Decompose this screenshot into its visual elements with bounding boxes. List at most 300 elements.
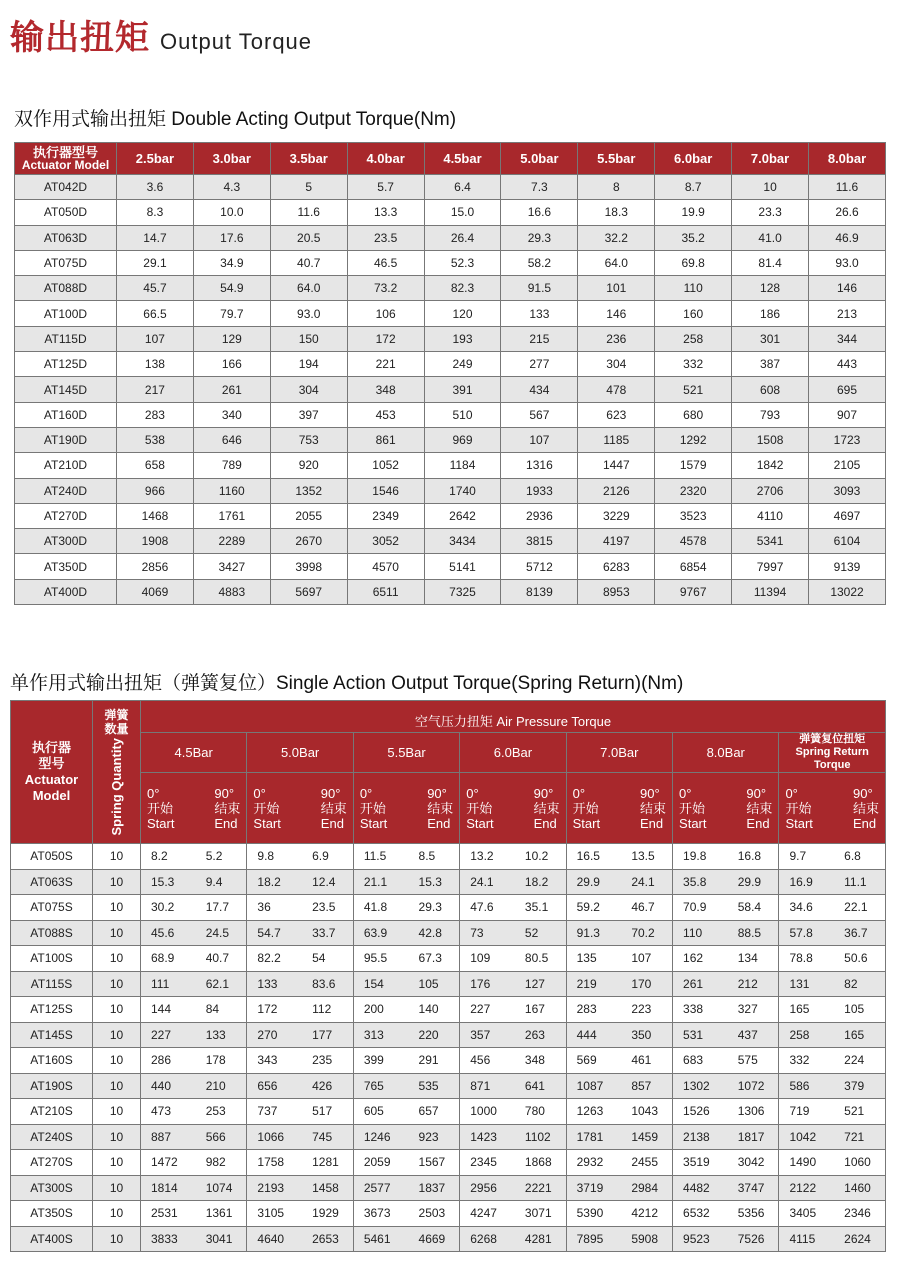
spring-qty-cell: 10 (93, 869, 141, 895)
end-label (214, 786, 240, 831)
torque-cell: 379 (832, 1073, 885, 1099)
torque-cell: 737 (247, 1099, 300, 1125)
angle-header (566, 773, 672, 844)
torque-cell: 29.9 (566, 869, 619, 895)
table-row (15, 478, 886, 503)
torque-cell: 105 (832, 997, 885, 1023)
torque-cell: 227 (141, 1022, 194, 1048)
torque-cell: 263 (513, 1022, 566, 1048)
torque-cell: 1490 (779, 1150, 832, 1176)
torque-cell: 2653 (300, 1226, 353, 1252)
torque-cell: 332 (655, 352, 732, 377)
torque-cell: 223 (619, 997, 672, 1023)
table-row (15, 377, 886, 402)
spring-return-header (779, 733, 886, 773)
torque-cell: 46.9 (809, 225, 886, 250)
model-cell: AT270S (11, 1150, 93, 1176)
double-acting-table (14, 142, 886, 605)
torque-cell: 1781 (566, 1124, 619, 1150)
torque-cell: 575 (726, 1048, 779, 1074)
torque-cell: 16.8 (726, 844, 779, 870)
torque-cell: 567 (501, 402, 578, 427)
torque-cell: 249 (424, 352, 501, 377)
torque-cell: 4247 (460, 1201, 513, 1227)
torque-cell: 4669 (407, 1226, 460, 1252)
torque-cell: 13.3 (347, 200, 424, 225)
torque-cell: 8.3 (117, 200, 194, 225)
start-deg: 0° (785, 785, 798, 801)
torque-cell: 160 (655, 301, 732, 326)
torque-cell: 1929 (300, 1201, 353, 1227)
torque-cell: 54 (300, 946, 353, 972)
angle-labels (567, 786, 672, 831)
torque-cell: 258 (779, 1022, 832, 1048)
end-en: End (640, 815, 664, 831)
end-cn: 结束 (320, 800, 347, 816)
table-row (15, 301, 886, 326)
table-row (15, 200, 886, 225)
torque-cell: 19.9 (655, 200, 732, 225)
torque-cell: 47.6 (460, 895, 513, 921)
torque-cell: 5697 (270, 579, 347, 604)
model-cell: AT063D (15, 225, 117, 250)
spring-qty-cell: 10 (93, 997, 141, 1023)
torque-cell: 73.2 (347, 276, 424, 301)
torque-cell: 641 (513, 1073, 566, 1099)
torque-cell: 1526 (673, 1099, 726, 1125)
torque-cell: 52.3 (424, 250, 501, 275)
torque-cell: 23.3 (732, 200, 809, 225)
torque-cell: 2706 (732, 478, 809, 503)
torque-cell: 107 (619, 946, 672, 972)
torque-cell: 15.3 (407, 869, 460, 895)
torque-cell: 167 (513, 997, 566, 1023)
single-action-table (10, 700, 886, 1252)
torque-cell: 1316 (501, 453, 578, 478)
torque-cell: 15.3 (141, 869, 194, 895)
torque-cell: 36 (247, 895, 300, 921)
torque-cell: 569 (566, 1048, 619, 1074)
angle-labels (354, 786, 459, 831)
table-row (15, 503, 886, 528)
torque-cell: 7.3 (501, 175, 578, 200)
torque-cell: 29.3 (501, 225, 578, 250)
torque-cell: 2577 (353, 1175, 406, 1201)
torque-cell: 453 (347, 402, 424, 427)
torque-cell: 200 (353, 997, 406, 1023)
spring-return-en: Spring Return Torque (795, 746, 869, 771)
torque-cell: 9.4 (194, 869, 247, 895)
end-deg: 90° (320, 785, 341, 801)
end-label (534, 786, 560, 831)
model-cell: AT145D (15, 377, 117, 402)
end-en: End (214, 815, 238, 831)
torque-cell: 510 (424, 402, 501, 427)
torque-cell: 3434 (424, 529, 501, 554)
end-cn: 结束 (427, 800, 454, 816)
torque-cell: 9767 (655, 579, 732, 604)
torque-cell: 2346 (832, 1201, 885, 1227)
torque-cell: 82 (832, 971, 885, 997)
torque-cell: 3673 (353, 1201, 406, 1227)
torque-cell: 656 (247, 1073, 300, 1099)
angle-header (247, 773, 353, 844)
torque-cell: 2193 (247, 1175, 300, 1201)
torque-cell: 140 (407, 997, 460, 1023)
model-cell: AT075S (11, 895, 93, 921)
torque-cell: 80.5 (513, 946, 566, 972)
start-deg: 0° (359, 785, 373, 801)
angle-header (141, 773, 247, 844)
torque-cell: 2936 (501, 503, 578, 528)
start-cn: 开始 (466, 800, 493, 816)
torque-cell: 304 (578, 352, 655, 377)
torque-cell: 170 (619, 971, 672, 997)
start-label (679, 786, 706, 831)
model-cell: AT240D (15, 478, 117, 503)
torque-cell: 6.9 (300, 844, 353, 870)
model-cell: AT100D (15, 301, 117, 326)
torque-cell: 16.5 (566, 844, 619, 870)
torque-cell: 36.7 (832, 920, 885, 946)
torque-cell: 2126 (578, 478, 655, 503)
torque-cell: 327 (726, 997, 779, 1023)
end-cn: 结束 (852, 800, 879, 816)
torque-cell: 344 (809, 326, 886, 351)
torque-cell: 443 (809, 352, 886, 377)
torque-cell: 150 (270, 326, 347, 351)
torque-cell: 3747 (726, 1175, 779, 1201)
torque-cell: 1185 (578, 427, 655, 452)
torque-cell: 1817 (726, 1124, 779, 1150)
torque-cell: 135 (566, 946, 619, 972)
torque-cell: 1740 (424, 478, 501, 503)
torque-cell: 133 (194, 1022, 247, 1048)
model-header (15, 143, 117, 175)
model-cell: AT350D (15, 554, 117, 579)
torque-cell: 110 (673, 920, 726, 946)
torque-cell: 15.0 (424, 200, 501, 225)
torque-cell: 18.2 (247, 869, 300, 895)
torque-cell: 166 (193, 352, 270, 377)
torque-cell: 11.5 (353, 844, 406, 870)
torque-cell: 58.4 (726, 895, 779, 921)
pressure-header: 4.0bar (347, 143, 424, 175)
torque-cell: 3042 (726, 1150, 779, 1176)
torque-cell: 7895 (566, 1226, 619, 1252)
model-cell: AT115S (11, 971, 93, 997)
table-row (15, 554, 886, 579)
end-deg: 90° (533, 785, 554, 801)
torque-cell: 6.8 (832, 844, 885, 870)
torque-cell: 162 (673, 946, 726, 972)
torque-cell: 129 (193, 326, 270, 351)
torque-cell: 172 (347, 326, 424, 351)
start-label (573, 786, 600, 831)
start-label (147, 786, 174, 831)
torque-cell: 4883 (193, 579, 270, 604)
pressure-header: 5.0Bar (247, 733, 353, 773)
torque-cell: 1868 (513, 1150, 566, 1176)
torque-cell: 3229 (578, 503, 655, 528)
torque-cell: 1087 (566, 1073, 619, 1099)
table-row (11, 1073, 886, 1099)
torque-cell: 301 (732, 326, 809, 351)
start-cn: 开始 (359, 800, 386, 816)
torque-cell: 1102 (513, 1124, 566, 1150)
end-label (746, 786, 772, 831)
torque-cell: 8139 (501, 579, 578, 604)
torque-cell: 12.4 (300, 869, 353, 895)
torque-cell: 2122 (779, 1175, 832, 1201)
torque-cell: 88.5 (726, 920, 779, 946)
torque-cell: 9139 (809, 554, 886, 579)
spring-qty-cell: 10 (93, 971, 141, 997)
torque-cell: 3719 (566, 1175, 619, 1201)
torque-cell: 789 (193, 453, 270, 478)
torque-cell: 3405 (779, 1201, 832, 1227)
torque-cell: 22.1 (832, 895, 885, 921)
spring-return-cn: 弹簧复位扭矩 (799, 733, 866, 745)
torque-cell: 26.4 (424, 225, 501, 250)
torque-cell: 623 (578, 402, 655, 427)
torque-cell: 277 (501, 352, 578, 377)
model-header (11, 701, 93, 844)
torque-cell: 6511 (347, 579, 424, 604)
torque-cell: 67.3 (407, 946, 460, 972)
torque-cell: 5141 (424, 554, 501, 579)
torque-cell: 291 (407, 1048, 460, 1074)
torque-cell: 871 (460, 1073, 513, 1099)
torque-cell: 397 (270, 402, 347, 427)
torque-cell: 26.6 (809, 200, 886, 225)
torque-cell: 23.5 (300, 895, 353, 921)
torque-cell: 10.0 (193, 200, 270, 225)
end-cn: 结束 (746, 800, 773, 816)
torque-cell: 8.7 (655, 175, 732, 200)
model-cell: AT400S (11, 1226, 93, 1252)
torque-cell: 106 (347, 301, 424, 326)
torque-cell: 4482 (673, 1175, 726, 1201)
torque-cell: 11.6 (809, 175, 886, 200)
table-row (15, 579, 886, 604)
torque-cell: 721 (832, 1124, 885, 1150)
double-acting-heading: 双作用式输出扭矩 Double Acting Output Torque(Nm) (14, 109, 457, 130)
angle-labels (779, 786, 885, 831)
torque-cell: 186 (732, 301, 809, 326)
model-cell: AT190D (15, 427, 117, 452)
table-row (15, 453, 886, 478)
torque-cell: 220 (407, 1022, 460, 1048)
torque-cell: 1352 (270, 478, 347, 503)
torque-cell: 1758 (247, 1150, 300, 1176)
torque-cell: 1508 (732, 427, 809, 452)
torque-cell: 5461 (353, 1226, 406, 1252)
torque-cell: 82.2 (247, 946, 300, 972)
torque-cell: 535 (407, 1073, 460, 1099)
torque-cell: 35.8 (673, 869, 726, 895)
torque-cell: 46.5 (347, 250, 424, 275)
torque-cell: 4697 (809, 503, 886, 528)
torque-cell: 521 (832, 1099, 885, 1125)
torque-cell: 969 (424, 427, 501, 452)
model-cell: AT115D (15, 326, 117, 351)
torque-cell: 5.7 (347, 175, 424, 200)
torque-cell: 793 (732, 402, 809, 427)
torque-cell: 4570 (347, 554, 424, 579)
end-label (321, 786, 347, 831)
torque-cell: 165 (779, 997, 832, 1023)
torque-cell: 3093 (809, 478, 886, 503)
start-label (253, 786, 280, 831)
torque-cell: 2289 (193, 529, 270, 554)
torque-cell: 23.5 (347, 225, 424, 250)
torque-cell: 3427 (193, 554, 270, 579)
torque-cell: 3071 (513, 1201, 566, 1227)
torque-cell: 1361 (194, 1201, 247, 1227)
torque-cell: 3523 (655, 503, 732, 528)
torque-cell: 1052 (347, 453, 424, 478)
torque-cell: 1302 (673, 1073, 726, 1099)
model-cell: AT125D (15, 352, 117, 377)
torque-cell: 343 (247, 1048, 300, 1074)
start-deg: 0° (572, 785, 586, 801)
table-row (11, 1022, 886, 1048)
model-cell: AT160D (15, 402, 117, 427)
torque-cell: 93.0 (809, 250, 886, 275)
torque-cell: 107 (501, 427, 578, 452)
torque-cell: 304 (270, 377, 347, 402)
table-row (15, 225, 886, 250)
torque-cell: 10 (732, 175, 809, 200)
table-row (11, 1175, 886, 1201)
start-deg: 0° (147, 785, 160, 801)
torque-cell: 101 (578, 276, 655, 301)
end-cn: 结束 (640, 800, 667, 816)
model-cell: AT042D (15, 175, 117, 200)
torque-cell: 110 (655, 276, 732, 301)
torque-cell: 586 (779, 1073, 832, 1099)
spring-qty-cell: 10 (93, 844, 141, 870)
torque-cell: 923 (407, 1124, 460, 1150)
torque-cell: 5341 (732, 529, 809, 554)
table-row (15, 352, 886, 377)
torque-cell: 1908 (117, 529, 194, 554)
torque-cell: 566 (194, 1124, 247, 1150)
torque-cell: 1546 (347, 478, 424, 503)
model-cn2: 型号 (38, 756, 65, 771)
torque-cell: 2055 (270, 503, 347, 528)
torque-cell: 286 (141, 1048, 194, 1074)
torque-cell: 42.8 (407, 920, 460, 946)
spring-qty-cell: 10 (93, 1150, 141, 1176)
start-label (785, 786, 812, 831)
torque-cell: 6532 (673, 1201, 726, 1227)
torque-cell: 146 (809, 276, 886, 301)
table-row (11, 920, 886, 946)
torque-cell: 8 (578, 175, 655, 200)
pressure-header: 7.0Bar (566, 733, 672, 773)
torque-cell: 2984 (619, 1175, 672, 1201)
torque-cell: 34.9 (193, 250, 270, 275)
torque-cell: 105 (407, 971, 460, 997)
model-cell: AT145S (11, 1022, 93, 1048)
torque-cell: 79.7 (193, 301, 270, 326)
torque-cell: 32.2 (578, 225, 655, 250)
torque-cell: 78.8 (779, 946, 832, 972)
torque-cell: 112 (300, 997, 353, 1023)
torque-cell: 4281 (513, 1226, 566, 1252)
torque-cell: 1460 (832, 1175, 885, 1201)
torque-cell: 2320 (655, 478, 732, 503)
torque-cell: 350 (619, 1022, 672, 1048)
torque-cell: 461 (619, 1048, 672, 1074)
torque-cell: 34.6 (779, 895, 832, 921)
model-cell: AT088D (15, 276, 117, 301)
table-row (11, 844, 886, 870)
table-row (11, 869, 886, 895)
torque-cell: 52 (513, 920, 566, 946)
table-row (15, 326, 886, 351)
torque-cell: 399 (353, 1048, 406, 1074)
spring-header (93, 701, 141, 844)
torque-cell: 40.7 (194, 946, 247, 972)
torque-cell: 68.9 (141, 946, 194, 972)
torque-cell: 54.7 (247, 920, 300, 946)
torque-cell: 1184 (424, 453, 501, 478)
angle-header (779, 773, 886, 844)
torque-cell: 9.7 (779, 844, 832, 870)
torque-cell: 1306 (726, 1099, 779, 1125)
torque-cell: 193 (424, 326, 501, 351)
end-deg: 90° (852, 785, 873, 801)
torque-cell: 13.5 (619, 844, 672, 870)
torque-cell: 1459 (619, 1124, 672, 1150)
spring-qty-cell: 10 (93, 1099, 141, 1125)
start-cn: 开始 (572, 800, 599, 816)
model-cell: AT088S (11, 920, 93, 946)
torque-cell: 2856 (117, 554, 194, 579)
start-en: Start (253, 815, 281, 831)
torque-cell: 73 (460, 920, 513, 946)
model-cell: AT100S (11, 946, 93, 972)
torque-cell: 4640 (247, 1226, 300, 1252)
model-cell: AT160S (11, 1048, 93, 1074)
torque-cell: 7325 (424, 579, 501, 604)
torque-cell: 1472 (141, 1150, 194, 1176)
torque-cell: 3998 (270, 554, 347, 579)
torque-cell: 13.2 (460, 844, 513, 870)
torque-cell: 70.2 (619, 920, 672, 946)
end-deg: 90° (746, 785, 767, 801)
torque-cell: 95.5 (353, 946, 406, 972)
torque-cell: 50.6 (832, 946, 885, 972)
pressure-header: 7.0bar (732, 143, 809, 175)
torque-cell: 227 (460, 997, 513, 1023)
torque-cell: 3519 (673, 1150, 726, 1176)
torque-cell: 46.7 (619, 895, 672, 921)
torque-cell: 41.8 (353, 895, 406, 921)
start-en: Start (679, 815, 707, 831)
spring-qty-cell: 10 (93, 1073, 141, 1099)
torque-cell: 966 (117, 478, 194, 503)
torque-cell: 24.1 (460, 869, 513, 895)
pressure-header: 6.0bar (655, 143, 732, 175)
pressure-header: 8.0Bar (673, 733, 779, 773)
torque-cell: 440 (141, 1073, 194, 1099)
end-cn: 结束 (533, 800, 560, 816)
end-en: End (533, 815, 557, 831)
